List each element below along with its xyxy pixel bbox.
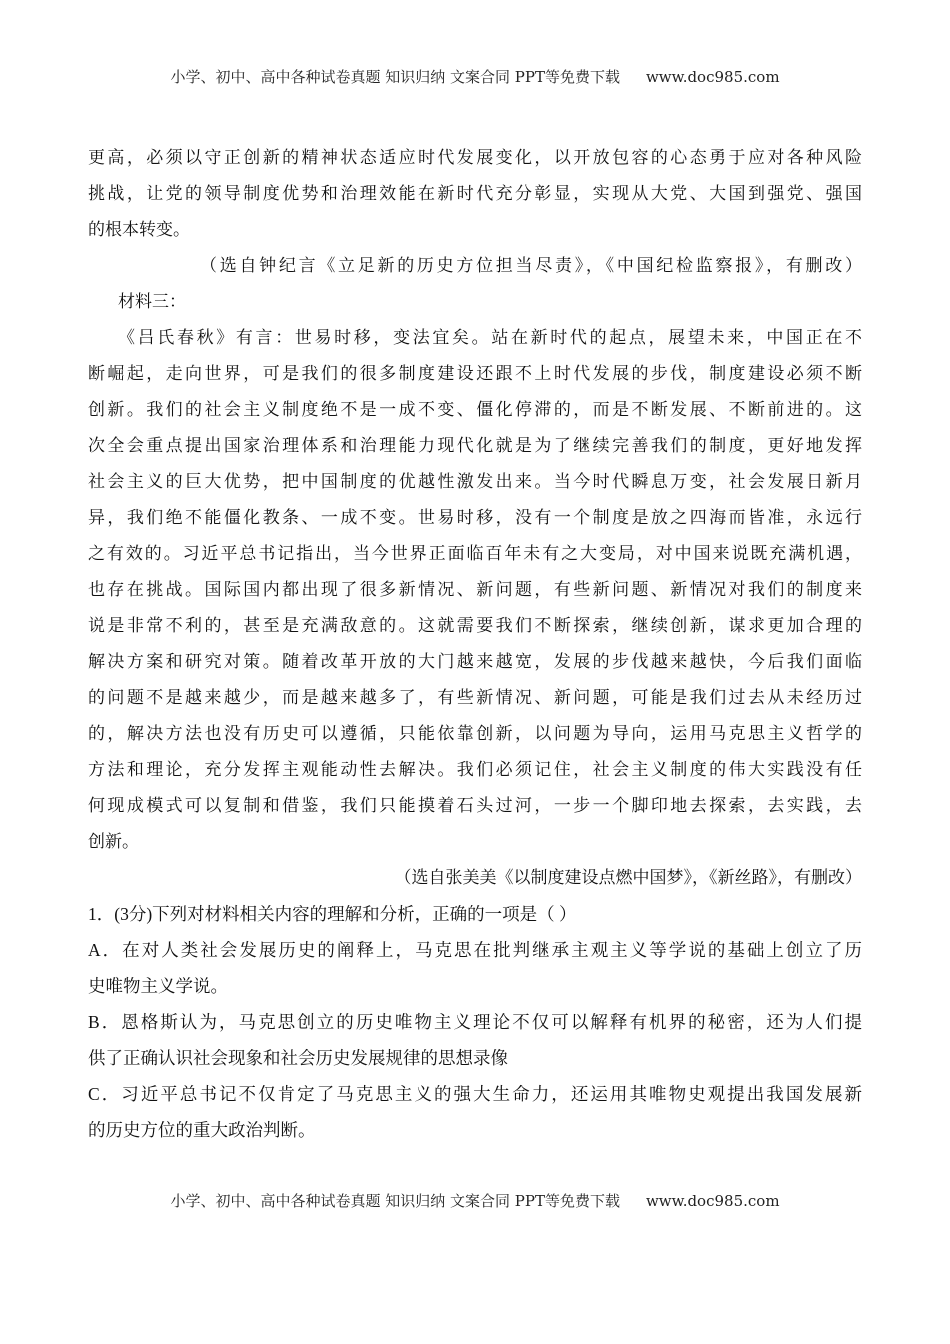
paragraph-line: 次全会重点提出国家治理体系和治理能力现代化就是为了继续完善我们的制度，更好地发挥 [88,436,862,456]
paragraph-line: 也存在挑战。国际国内都出现了很多新情况、新问题，有些新问题、新情况对我们的制度来 [88,580,862,600]
material2-tail [88,140,862,284]
option-line: C．习近平总书记不仅肯定了马克思主义的强大生命力，还运用其唯物史观提出我国发展新 [88,1084,862,1104]
question-1 [88,896,862,1148]
material3 [88,284,862,896]
paragraph-line: 断崛起，走向世界，可是我们的很多制度建设还跟不上时代发展的步伐，制度建设必须不断 [88,364,862,384]
option-line: B．恩格斯认为，马克思创立的历史唯物主义理论不仅可以解释有机界的秘密，还为人们提 [88,1012,862,1032]
footer-url[interactable]: www.doc985.com [645,1192,780,1210]
paragraph-line: 的根本转变。 [88,220,190,240]
section-title: 材料三： [118,292,186,312]
footer-text: 小学、初中、高中各种试卷真题 知识归纳 文案合同 PPT等免费下载 [170,1192,620,1210]
option-b[interactable] [88,1004,862,1076]
paragraph-line: 说是非常不利的，甚至是充满敌意的。这就需要我们不断探索，继续创新，谋求更加合理的 [88,616,862,636]
paragraph-line: 的，解决方法也没有历史可以遵循，只能依靠创新，以问题为导向，运用马克思主义哲学的 [88,724,862,744]
paragraph-line: 社会主义的巨大优势，把中国制度的优越性激发出来。当今时代瞬息万变，社会发展日新月 [88,472,862,492]
question-stem: 1．(3分)下列对材料相关内容的理解和分析，正确的一项是（ ） [88,904,577,924]
paragraph-line: 更高，必须以守正创新的精神状态适应时代发展变化，以开放包容的心态勇于应对各种风险 [88,148,862,168]
paragraph-line: 挑战，让党的领导制度优势和治理效能在新时代充分彰显，实现从大党、大国到强党、强国 [88,184,862,204]
paragraph-line: 创新。 [88,832,139,852]
page-footer [0,1190,950,1211]
paragraph-line: 方法和理论，充分发挥主观能动性去解决。我们必须记住，社会主义制度的伟大实践没有任 [88,760,862,780]
paragraph-line: 解决方案和研究对策。随着改革开放的大门越来越宽，发展的步伐越来越快，今后我们面临 [88,652,862,672]
paragraph-line: 之有效的。习近平总书记指出，当今世界正面临百年未有之大变局，对中国来说既充满机遇， [88,544,862,564]
header-text: 小学、初中、高中各种试卷真题 知识归纳 文案合同 PPT等免费下载 [170,68,620,86]
option-line: A．在对人类社会发展历史的阐释上，马克思在批判继承主观主义等学说的基础上创立了历 [88,940,862,960]
page-header [0,66,950,87]
paragraph-line: 《吕氏春秋》有言：世易时移，变法宜矣。站在新时代的起点，展望未来，中国正在不 [118,328,862,348]
option-a[interactable] [88,932,862,1004]
paragraph-line: 创新。我们的社会主义制度绝不是一成不变、僵化停滞的，而是不断发展、不断前进的。这 [88,400,862,420]
header-url[interactable]: www.doc985.com [645,68,780,86]
option-c[interactable] [88,1076,862,1148]
option-line: 的历史方位的重大政治判断。 [88,1120,316,1140]
source-citation: （选自钟纪言《立足新的历史方位担当尽责》，《中国纪检监察报》，有删改） [200,256,862,276]
document-body [88,140,862,1148]
paragraph-line: 何现成模式可以复制和借鉴，我们只能摸着石头过河，一步一个脚印地去探索，去实践，去 [88,796,862,816]
source-citation: （选自张美美《以制度建设点燃中国梦》，《新丝路》，有删改） [394,868,862,888]
option-line: 供了正确认识社会现象和社会历史发展规律的思想录像 [88,1048,508,1068]
option-line: 史唯物主义学说。 [88,976,228,996]
paragraph-line: 的问题不是越来越少，而是越来越多了，有些新情况、新问题，可能是我们过去从未经历过 [88,688,862,708]
paragraph-line: 异，我们绝不能僵化教条、一成不变。世易时移，没有一个制度是放之四海而皆准，永远行 [88,508,862,528]
